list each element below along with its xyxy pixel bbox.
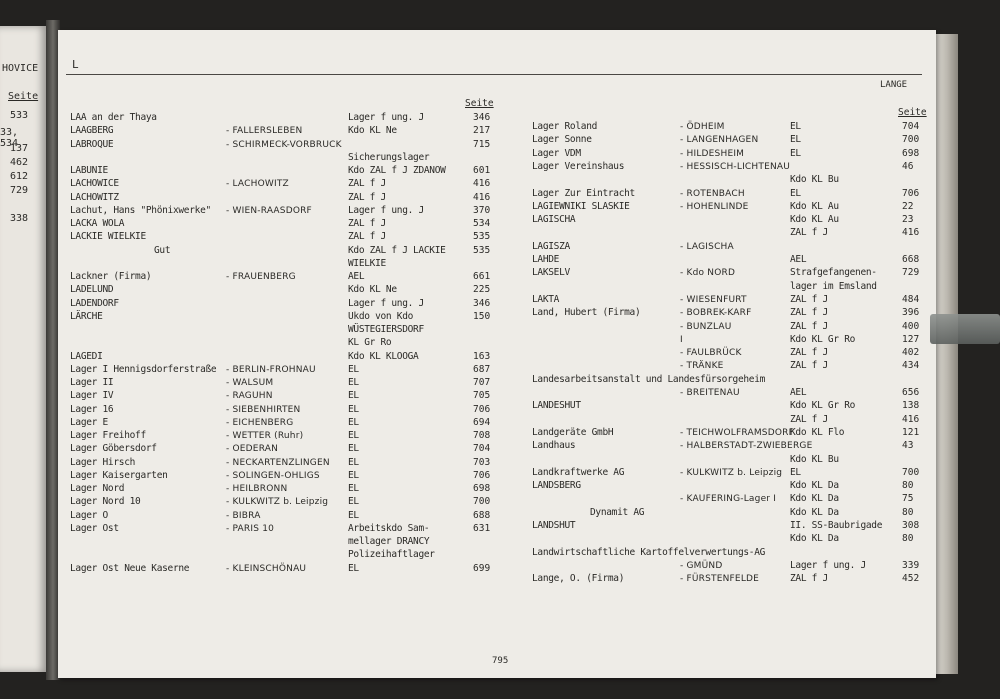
entry-name: Lager Nord 10 xyxy=(70,496,141,508)
entry-type: Kdo KL Bu xyxy=(790,174,839,186)
entry-name: LAGISCHA xyxy=(532,214,576,226)
entry-place: - WIESENFURT xyxy=(680,294,747,305)
entry-page: 434 xyxy=(902,360,920,372)
entry-page: 225 xyxy=(473,284,491,296)
entry-type: KL Gr Ro xyxy=(348,337,392,349)
entry-page: 163 xyxy=(473,350,491,362)
entry-name: LAAGBERG xyxy=(70,125,114,137)
entry-page: 661 xyxy=(473,271,491,282)
index-entry xyxy=(0,492,1000,506)
entry-type: Kdo KL Ne xyxy=(348,284,397,296)
entry-type: ZAL f J xyxy=(790,360,828,372)
entry-place: - FÜRSTENFELDE xyxy=(680,574,760,585)
entry-type: ZAL f J xyxy=(790,347,828,359)
entry-type: EL xyxy=(348,496,359,508)
entry-type: AEL xyxy=(790,254,807,265)
index-entry xyxy=(0,226,1000,240)
entry-type: AEL xyxy=(790,387,807,398)
entry-name: Lager VDM xyxy=(532,147,581,159)
entry-type: Strafgefangenen- xyxy=(790,267,877,279)
entry-place: - WIEN-RAASDORF xyxy=(226,205,312,216)
entry-name: LAA an der Thaya xyxy=(70,112,157,123)
entry-type: EL xyxy=(790,187,801,199)
entry-place: - FALLERSLEBEN xyxy=(226,126,303,137)
entry-page: 396 xyxy=(902,307,920,319)
entry-name: Dynamit AG xyxy=(590,506,645,518)
entry-type: EL xyxy=(348,390,359,402)
entry-page: 706 xyxy=(473,469,491,481)
entry-type: lager im Emsland xyxy=(790,280,877,292)
entry-page: 43 xyxy=(902,440,914,452)
entry-type: II. SS-Baubrigade xyxy=(790,520,883,531)
index-entry xyxy=(0,559,1000,573)
entry-type: mellager DRANCY xyxy=(348,536,430,547)
entry-type: EL xyxy=(348,509,359,521)
entry-page: 534 xyxy=(473,218,491,229)
entry-page: 75 xyxy=(902,493,914,505)
entry-type: ZAL f J xyxy=(348,178,386,190)
entry-type: Kdo KL Da xyxy=(790,493,839,505)
entry-name: Lager Göbersdorf xyxy=(70,443,157,455)
entry-name: LANDESHUT xyxy=(532,400,581,412)
entry-name: Lager Nord xyxy=(70,483,125,494)
entry-type: WIELKIE xyxy=(348,257,386,269)
entry-type: Kdo KL Au xyxy=(790,214,839,226)
entry-page: 416 xyxy=(473,178,491,190)
entry-type: Kdo KL Gr Ro xyxy=(790,400,856,412)
index-entry xyxy=(0,519,1000,533)
entry-name: LACHOWICE xyxy=(70,178,119,190)
entry-place: - ROTENBACH xyxy=(680,188,745,199)
entry-type: ZAL f J xyxy=(790,413,828,425)
entry-page: 346 xyxy=(473,297,491,309)
entry-place: - PARIS 10 xyxy=(226,523,275,534)
entry-name: LABROQUE xyxy=(70,138,114,150)
entry-page: 217 xyxy=(473,125,491,137)
index-entry xyxy=(0,240,1000,254)
index-entry xyxy=(0,333,1000,347)
entry-place: - HALBERSTADT-ZWIEBERGE xyxy=(680,441,813,452)
entry-type: EL xyxy=(348,416,359,428)
entry-page: 416 xyxy=(902,413,920,425)
index-entry xyxy=(0,266,1000,280)
entry-type: EL xyxy=(348,562,359,574)
entry-place: - EICHENBERG xyxy=(226,417,294,428)
index-entry xyxy=(0,346,1000,360)
entry-page: 80 xyxy=(902,480,914,492)
entry-type: Kdo KL Bu xyxy=(790,453,839,465)
entry-type: ZAL f J xyxy=(348,218,386,229)
index-entry xyxy=(0,320,1000,334)
index-entry xyxy=(0,160,1000,174)
index-entry xyxy=(0,306,1000,320)
entry-name: LAKTA xyxy=(532,293,560,305)
entry-name: LAKSELV xyxy=(532,267,570,279)
previous-page-number: 137 xyxy=(9,143,28,154)
index-entry xyxy=(0,133,1000,147)
entry-page: 704 xyxy=(473,443,491,455)
index-entry xyxy=(0,546,1000,560)
entry-name: LAGISZA xyxy=(532,240,570,252)
entry-name: Landkraftwerke AG xyxy=(532,466,625,478)
running-head: LANGE xyxy=(880,80,908,90)
entry-type: Lager f ung. J xyxy=(348,297,424,309)
entry-type: Ukdo von Kdo xyxy=(348,310,414,322)
entry-type: ZAL f J xyxy=(790,573,828,585)
entry-type: EL xyxy=(348,483,359,494)
entry-name: Lange, O. (Firma) xyxy=(532,573,625,585)
index-entry xyxy=(0,479,1000,493)
entry-page: 631 xyxy=(473,522,491,534)
entry-place: - RAGUHN xyxy=(226,391,273,402)
entry-page: 708 xyxy=(473,430,491,441)
entry-name: Lackner (Firma) xyxy=(70,271,152,282)
index-entry xyxy=(0,147,1000,161)
index-entry xyxy=(0,386,1000,400)
previous-page-header: HOVICE xyxy=(2,63,39,74)
entry-type: Kdo KL Da xyxy=(790,506,839,518)
entry-name: Lachut, Hans "Phönixwerke" xyxy=(70,204,211,216)
entry-name: LADELUND xyxy=(70,284,114,296)
index-entry xyxy=(0,506,1000,520)
index-entry xyxy=(0,453,1000,467)
entry-page: 46 xyxy=(902,160,914,172)
entry-page: 22 xyxy=(902,200,914,212)
entry-type: Kdo KL Da xyxy=(790,533,839,545)
entry-page: 150 xyxy=(473,310,491,322)
index-entry xyxy=(0,413,1000,427)
entry-type: Kdo KL Ne xyxy=(348,125,397,137)
entry-name: Land, Hubert (Firma) xyxy=(532,307,641,319)
entry-type: Kdo KL Da xyxy=(790,480,839,492)
entry-page: 535 xyxy=(473,244,491,256)
entry-name: Landgeräte GmbH xyxy=(532,426,614,438)
entry-place: - BOBREK-KARF xyxy=(680,308,752,319)
entry-name: Gut xyxy=(154,244,171,256)
entry-type: Arbeitskdo Sam- xyxy=(348,522,430,534)
index-entry xyxy=(0,373,1000,387)
index-entry xyxy=(0,572,1000,586)
entry-place: - LANGENHAGEN xyxy=(680,135,759,146)
previous-page-number: 338 xyxy=(9,213,28,224)
index-entry xyxy=(0,213,1000,227)
entry-place: - FAULBRÜCK xyxy=(680,348,742,359)
entry-name: LAGEDI xyxy=(70,350,103,362)
entry-place: - KULKWITZ b. Leipzig xyxy=(226,497,329,508)
index-entry xyxy=(0,399,1000,413)
entry-page: 127 xyxy=(902,333,920,345)
index-entry xyxy=(0,426,1000,440)
entry-page: 121 xyxy=(902,426,920,438)
index-entry xyxy=(0,359,1000,373)
entry-page: 688 xyxy=(473,509,491,521)
entry-name: Lager I Hennigsdorferstraße xyxy=(70,363,217,375)
entry-type: Sicherungslager xyxy=(348,151,430,163)
entry-type: Kdo KL KLOOGA xyxy=(348,350,419,362)
entry-name: Lager Zur Eintracht xyxy=(532,187,635,199)
entry-place: - LAGISCHA xyxy=(680,241,734,252)
entry-name: Lager Roland xyxy=(532,121,598,132)
entry-type: EL xyxy=(348,469,359,481)
entry-name: LAHDE xyxy=(532,254,560,265)
entry-page: 700 xyxy=(902,134,920,146)
entry-type: EL xyxy=(790,466,801,478)
index-entry xyxy=(0,293,1000,307)
entry-page: 601 xyxy=(473,165,491,176)
entry-place: I xyxy=(680,334,683,345)
previous-page-number: 533 xyxy=(9,110,28,121)
entry-page: 704 xyxy=(902,121,920,132)
entry-page: 80 xyxy=(902,533,914,545)
entry-name: LACKA WOLA xyxy=(70,218,125,229)
entry-name: LÄRCHE xyxy=(70,310,103,322)
entry-place: - HEILBRONN xyxy=(226,484,288,494)
entry-name: Lager Hirsch xyxy=(70,456,136,468)
entry-place: - SCHIRMECK-VORBRUCK xyxy=(226,139,342,150)
entry-type: ZAL f J xyxy=(790,227,828,239)
entry-page: 700 xyxy=(473,496,491,508)
entry-type: ZAL f J xyxy=(790,320,828,332)
entry-page: 707 xyxy=(473,377,491,388)
entry-name: Landesarbeitsanstalt und Landesfürsorgeheim xyxy=(532,373,766,385)
entry-name: LACKIE WIELKIE xyxy=(70,231,146,243)
entry-page: 706 xyxy=(473,403,491,415)
entry-page: 484 xyxy=(902,293,920,305)
entry-type: ZAL f J xyxy=(348,191,386,203)
entry-type: EL xyxy=(348,430,359,441)
entry-type: EL xyxy=(348,377,359,388)
entry-type: ZAL f J xyxy=(790,293,828,305)
entry-name: Landhaus xyxy=(532,440,576,452)
entry-page: 370 xyxy=(473,204,491,216)
entry-type: Kdo ZAL f J LACKIE xyxy=(348,244,446,256)
index-entry xyxy=(0,187,1000,201)
entry-page: 138 xyxy=(902,400,920,412)
entry-type: EL xyxy=(790,147,801,159)
right-seite-heading: Seite xyxy=(898,107,927,118)
entry-place: - TRÄNKE xyxy=(680,361,724,372)
entry-page: 416 xyxy=(473,191,491,203)
entry-page: 700 xyxy=(902,466,920,478)
entry-page: 535 xyxy=(473,231,491,243)
entry-page: 698 xyxy=(902,147,920,159)
entry-page: 656 xyxy=(902,387,920,398)
entry-type: Kdo KL Au xyxy=(790,200,839,212)
previous-page-number: 462 xyxy=(9,157,28,168)
previous-page-number: 612 xyxy=(9,171,28,182)
entry-place: - WALSUM xyxy=(226,378,274,388)
entry-place: - HESSISCH-LICHTENAU xyxy=(680,161,791,172)
entry-type: AEL xyxy=(348,271,365,282)
entry-place: - SIEBENHIRTEN xyxy=(226,404,301,415)
entry-page: 694 xyxy=(473,416,491,428)
entry-page: 346 xyxy=(473,112,491,123)
entry-page: 715 xyxy=(473,138,491,150)
entry-type: Lager f ung. J xyxy=(348,204,424,216)
previous-page-number: 33, 534 xyxy=(0,127,19,149)
entry-name: Lager O xyxy=(70,509,108,521)
entry-place: - Kdo NORD xyxy=(680,268,736,279)
entry-type: Kdo KL Flo xyxy=(790,426,845,438)
index-entry xyxy=(0,532,1000,546)
entry-page: 706 xyxy=(902,187,920,199)
entry-type: ZAL f J xyxy=(348,231,386,243)
entry-name: Lager Kaisergarten xyxy=(70,469,168,481)
entry-place: - HILDESHEIM xyxy=(680,148,745,159)
entry-type: Polizeihaftlager xyxy=(348,549,435,561)
entry-name: Lager IV xyxy=(70,390,114,402)
entry-name: LACHOWITZ xyxy=(70,191,119,203)
entry-type: ZAL f J xyxy=(790,307,828,319)
entry-name: LANDSBERG xyxy=(532,480,581,492)
entry-name: Lager E xyxy=(70,416,108,428)
page-number: 795 xyxy=(492,656,509,666)
entry-place: - BUNZLAU xyxy=(680,321,732,332)
index-entry xyxy=(0,466,1000,480)
entry-page: 703 xyxy=(473,456,491,468)
entry-type: EL xyxy=(348,443,359,455)
entry-place: - SOLINGEN-OHLIGS xyxy=(226,470,320,481)
entry-place: - OEDERAN xyxy=(226,444,279,455)
entry-name: Landwirtschaftliche Kartoffelverwertungs-AG xyxy=(532,546,766,558)
previous-page-number: 729 xyxy=(9,185,28,196)
entry-name: LAGIEWNIKI SLASKIE xyxy=(532,200,630,212)
entry-type: EL xyxy=(348,363,359,375)
entry-type: Kdo KL Gr Ro xyxy=(790,333,856,345)
section-letter: L xyxy=(72,58,79,71)
left-seite-heading: Seite xyxy=(465,98,494,109)
entry-page: 80 xyxy=(902,506,914,518)
entry-name: LABUNIE xyxy=(70,165,108,176)
entry-page: 687 xyxy=(473,363,491,375)
index-entry xyxy=(0,173,1000,187)
entry-type: WÜSTEGIERSDORF xyxy=(348,324,424,335)
entry-place: - KLEINSCHÖNAU xyxy=(226,563,307,574)
entry-place: - KAUFERING-Lager I xyxy=(680,494,777,505)
entry-type: EL xyxy=(348,403,359,415)
index-entry xyxy=(0,200,1000,214)
entry-page: 452 xyxy=(902,573,920,585)
entry-name: Lager 16 xyxy=(70,403,114,415)
entry-type: Lager f ung. J xyxy=(790,559,866,571)
entry-page: 698 xyxy=(473,483,491,494)
entry-place: - GMÜND xyxy=(680,560,723,571)
entry-name: LADENDORF xyxy=(70,297,119,309)
entry-page: 699 xyxy=(473,562,491,574)
entry-type: Lager f ung. J xyxy=(348,112,424,123)
entry-type: Kdo ZAL f J ZDANOW xyxy=(348,165,446,176)
entry-name: Lager II xyxy=(70,377,114,388)
entry-name: Lager Ost Neue Kaserne xyxy=(70,562,190,574)
entry-place: - BREITENAU xyxy=(680,388,740,398)
entry-place: - BERLIN-FROHNAU xyxy=(226,364,316,375)
entry-type: EL xyxy=(790,121,801,132)
entry-page: 668 xyxy=(902,254,920,265)
entry-place: - ÖDHEIM xyxy=(680,122,725,132)
entry-place: - LACHOWITZ xyxy=(226,179,289,190)
entry-name: Lager Freihoff xyxy=(70,430,146,441)
entry-page: 400 xyxy=(902,320,920,332)
entry-page: 339 xyxy=(902,559,920,571)
entry-name: LANDSHUT xyxy=(532,520,576,531)
entry-place: - FRAUENBERG xyxy=(226,272,296,282)
entry-page: 729 xyxy=(902,267,920,279)
index-entry xyxy=(0,439,1000,453)
previous-page-seite: Seite xyxy=(8,91,39,102)
entry-page: 416 xyxy=(902,227,920,239)
entry-type: EL xyxy=(348,456,359,468)
entry-name: Lager Vereinshaus xyxy=(532,160,625,172)
entry-place: - HOHENLINDE xyxy=(680,201,749,212)
index-entry xyxy=(0,253,1000,267)
entry-page: 23 xyxy=(902,214,914,226)
index-entry xyxy=(0,280,1000,294)
entry-place: - KULKWITZ b. Leipzig xyxy=(680,467,783,478)
entry-place: - BIBRA xyxy=(226,510,261,521)
entry-place: - TEICHWOLFRAMSDORF xyxy=(680,427,794,438)
entry-place: - NECKARTENZLINGEN xyxy=(226,457,330,468)
index-entry xyxy=(0,120,1000,134)
entry-name: Lager Sonne xyxy=(532,134,592,146)
entry-name: Lager Ost xyxy=(70,522,119,534)
entry-page: 308 xyxy=(902,520,920,531)
entry-place: - WETTER (Ruhr) xyxy=(226,431,304,441)
entry-page: 402 xyxy=(902,347,920,359)
entry-type: EL xyxy=(790,134,801,146)
entry-page: 705 xyxy=(473,390,491,402)
